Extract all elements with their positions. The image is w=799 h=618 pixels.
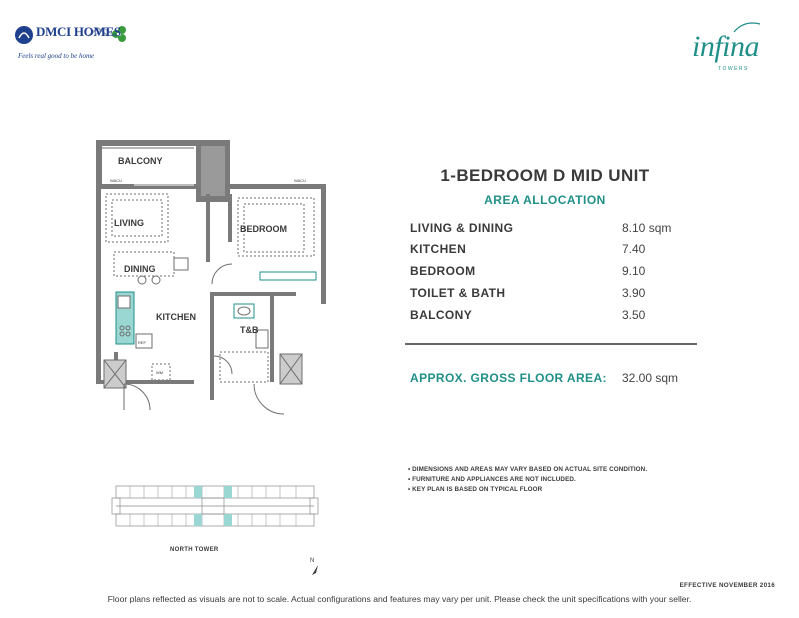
note-key-plan: • KEY PLAN IS BASED ON TYPICAL FLOOR <box>408 486 543 493</box>
infina-towers-logo <box>680 20 772 80</box>
infina-wordmark: infina <box>692 30 760 63</box>
room-row-kitchen <box>410 242 710 260</box>
dmci-wordmark: DMCI HOMES <box>36 24 121 39</box>
area-allocation-title: AREA ALLOCATION <box>484 193 606 207</box>
room-area: 8.10 sqm <box>622 221 672 235</box>
dmci-tagline: Feels real good to be home <box>18 52 95 60</box>
room-name: LIVING & DINING <box>410 221 514 235</box>
room-row-bedroom <box>410 264 710 282</box>
floor-label-bedroom: BEDROOM <box>240 224 287 234</box>
room-name: BEDROOM <box>410 264 476 278</box>
effective-date: EFFECTIVE NOVEMBER 2016 <box>679 582 775 589</box>
infina-towers-sub: TOWERS <box>718 66 749 72</box>
key-plan-drawing <box>110 478 320 536</box>
north-label: N <box>310 558 315 564</box>
floor-label-wacu-left: WACU <box>110 178 123 183</box>
floor-label-kitchen: KITCHEN <box>156 312 196 322</box>
gross-floor-area-label: APPROX. GROSS FLOOR AREA: <box>410 371 607 385</box>
floor-label-wacu-right: WACU <box>294 178 307 183</box>
key-plan-label: NORTH TOWER <box>170 547 219 553</box>
floor-plan-drawing <box>94 134 329 416</box>
note-dimensions: • DIMENSIONS AND AREAS MAY VARY BASED ON ACTUAL SITE CONDITION. <box>408 466 648 473</box>
floor-label-ref: REF <box>138 340 146 345</box>
room-row-living-dining <box>410 221 710 239</box>
floor-label-tb: T&B <box>240 325 259 335</box>
dmci-homes-logo <box>14 22 134 66</box>
floor-label-dining: DINING <box>124 264 156 274</box>
room-name: TOILET & BATH <box>410 286 506 300</box>
north-arrow-icon <box>308 555 322 577</box>
room-area: 7.40 <box>622 242 646 256</box>
unit-title: 1-BEDROOM D MID UNIT <box>440 166 650 185</box>
room-row-balcony <box>410 308 710 326</box>
section-divider <box>405 343 697 345</box>
footer-disclaimer: Floor plans reflected as visuals are not to scale. Actual configurations and features may vary per unit. Please check the unit specifications with your seller. <box>107 594 692 604</box>
note-furniture: • FURNITURE AND APPLIANCES ARE NOT INCLUDED. <box>408 476 576 483</box>
room-name: KITCHEN <box>410 242 467 256</box>
room-area: 3.90 <box>622 286 646 300</box>
floor-label-wm: WM <box>156 370 164 375</box>
room-area: 3.50 <box>622 308 646 322</box>
floor-label-balcony: BALCONY <box>118 156 163 166</box>
room-name: BALCONY <box>410 308 473 322</box>
room-row-toilet-bath <box>410 286 710 304</box>
unit-floor-plan <box>94 134 329 416</box>
gross-floor-area-value: 32.00 sqm <box>622 371 679 385</box>
room-area: 9.10 <box>622 264 646 278</box>
floor-label-living: LIVING <box>114 218 145 228</box>
